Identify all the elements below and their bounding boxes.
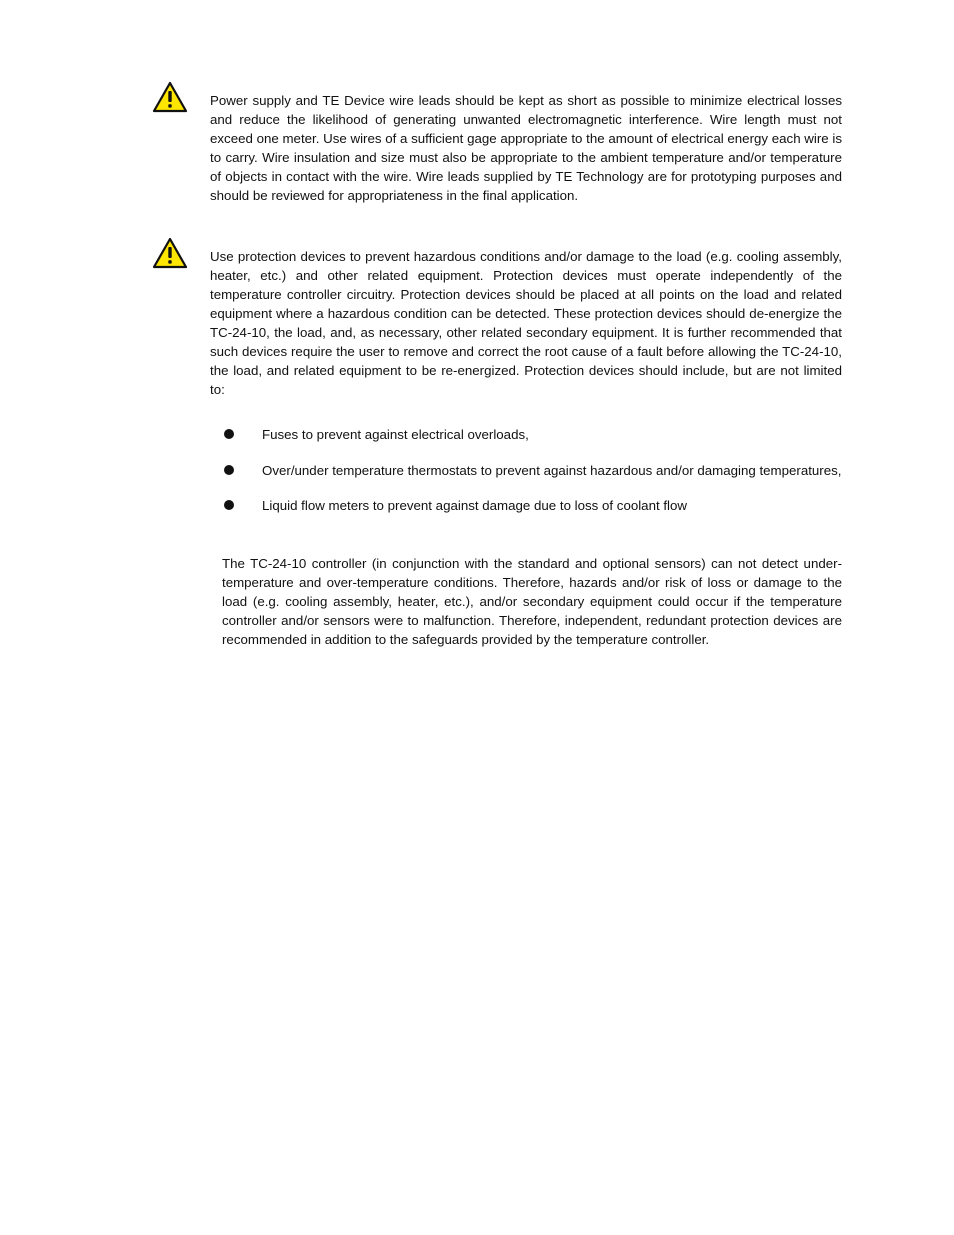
warning-text-protection-devices: Use protection devices to prevent hazardous conditions and/or damage to the load (e.g. cooling assembly, heater, etc.) and other related equipment. Protection devices must operate independently of the temperature controller circuitry. Protection devices should be placed at all points on the load and related equipment where a hazardous condition can be detected. These protection devices should de-energize the TC-24-10, the load, and, as necessary, other related secondary equipment. It is further recommended that such devices require the user to remove and correct the root cause of a fault before allowing the TC-24-10, the load, and related equipment to be re-energized. Protection devices should include, but are not limited to: [210, 249, 842, 397]
list-item [222, 425, 842, 445]
bullet-text: Over/under temperature thermostats to prevent against hazardous and/or damaging temperatures, [262, 462, 842, 478]
warning-block-wire-leads [152, 91, 842, 205]
warning-triangle-icon [152, 81, 188, 113]
closing-paragraph: The TC-24-10 controller (in conjunction with the standard and optional sensors) can not detect under-temperature and over-temperature conditions. Therefore, hazards and/or risk of loss or damage to the load (e.g. cooling assembly, heater, etc.), and/or secondary equipment could occur if the temperature controller and/or sensors were to malfunction. Therefore, independent, redundant protection devices are recommended in addition to the safeguards provided by the temperature controller. [222, 556, 842, 647]
list-item [222, 496, 842, 516]
warning-text-wire-leads: Power supply and TE Device wire leads should be kept as short as possible to minimize electrical losses and reduce the likelihood of generating unwanted electromagnetic interference. Wire length must not exceed one meter. Use wires of a sufficient gage appropriate to the amount of electrical energy each wire is to carry. Wire insulation and size must also be appropriate to the ambient temperature and/or temperature of objects in contact with the wire. Wire leads supplied by TE Technology are for prototyping purposes and should be reviewed for appropriateness in the final application. [210, 93, 842, 203]
warning-triangle-icon [152, 237, 188, 269]
warning-block-protection-devices [152, 247, 842, 399]
bullet-icon [224, 500, 234, 510]
bullet-text: Fuses to prevent against electrical overloads, [262, 427, 529, 442]
bullet-icon [224, 429, 234, 439]
bullet-icon [224, 465, 234, 475]
protection-device-list [222, 425, 842, 516]
list-item [222, 461, 842, 481]
bullet-text: Liquid flow meters to prevent against damage due to loss of coolant flow [262, 498, 688, 513]
